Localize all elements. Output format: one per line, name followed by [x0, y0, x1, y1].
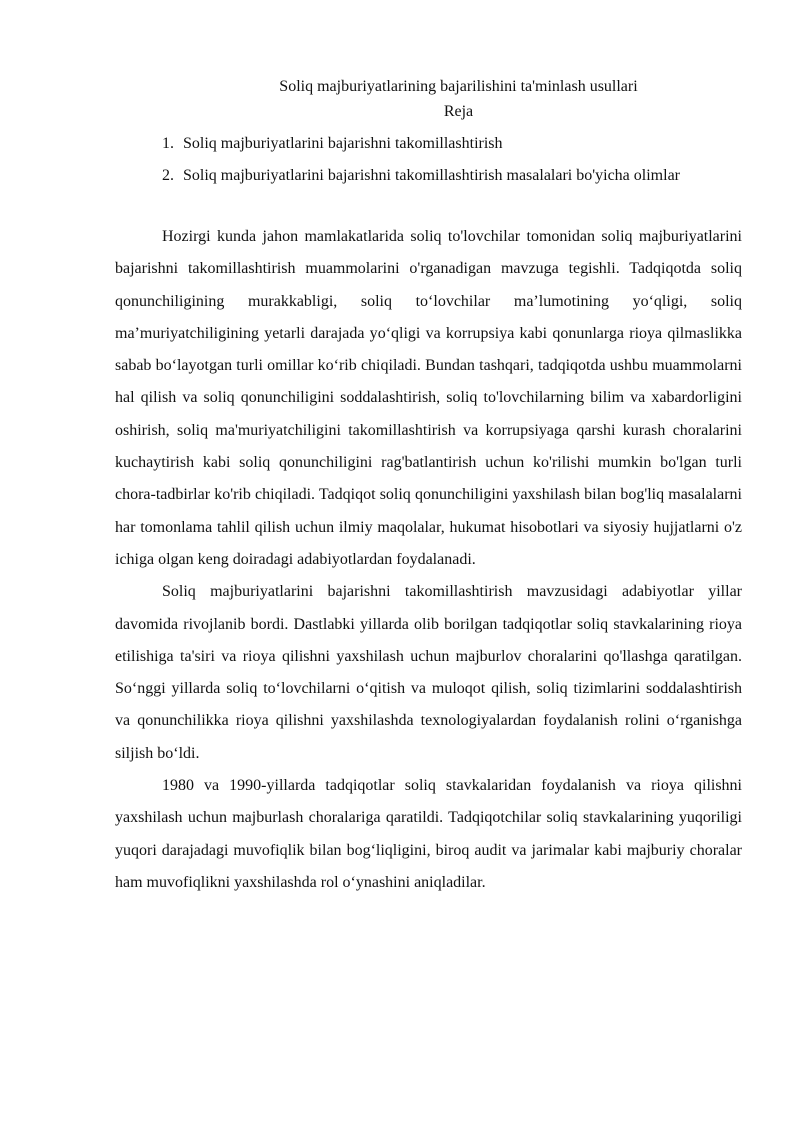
- body-paragraph: Soliq majburiyatlarini bajarishni takomillashtirish mavzusidagi adabiyotlar yillar davomida rivojlanib bordi. Dastlabki yillarda olib borilgan tadqiqotlar soliq stavkalarining rioya etilishiga ta'siri va rioya qilishni yaxshilash uchun majburlov choralarini qo'llashga qaratilgan. So‘nggi yillarda soliq to‘lovchilarni o‘qitish va muloqot qilish, soliq tizimlarini soddalashtirish va qonunchilikka rioya qilishni yaxshilashda texnologiyalardan foydalanish rolini o‘rganishga siljish bo‘ldi.: [115, 583, 742, 762]
- body-paragraph: Hozirgi kunda jahon mamlakatlarida soliq to'lovchilar tomonidan soliq majburiyatlarini bajarishni takomillashtirish muammolarini o'rganadigan mavzuga tegishli. Tadqiqotda soliq qonunchiligining murakkabligi, soliq to‘lovchilar ma’lumotining yo‘qligi, soliq ma’muriyatchiligining yetarli darajada yo‘qligi va korrupsiya kabi qonunlarga rioya qilmaslikka sabab bo‘layotgan turli omillar ko‘rib chiqiladi. Bundan tashqari, tadqiqotda ushbu muammolarni hal qilish va soliq qonunchiligini soddalashtirish, soliq to'lovchilarning bilim va xabardorligini oshirish, soliq ma'muriyatchiligini takomillashtirish va korrupsiyaga qarshi kurash choralarini kuchaytirish kabi soliq qonunchiligini rag'batlantirish uchun ko'rilishi mumkin bo'lgan turli chora-tadbirlar ko'rib chiqiladi. Tadqiqot soliq qonunchiligini yaxshilash bilan bog'liq masalalarni har tomonlama tahlil qilish uchun ilmiy maqolalar, hukumat hisobotlari va siyosiy hujjatlarni o'z ichiga olgan keng doiradagi adabiyotlardan foydalanadi.: [115, 228, 742, 568]
- spacer: [115, 192, 742, 221]
- plan-item-text: Soliq majburiyatlarini bajarishni takomillashtirish: [183, 135, 503, 152]
- document-subtitle: Reja: [443, 103, 474, 120]
- plan-item-number: 1.: [162, 135, 174, 152]
- plan-list: [115, 128, 742, 192]
- document-page: [115, 74, 742, 899]
- plan-item: [115, 160, 742, 192]
- plan-item-number: 2.: [162, 167, 174, 184]
- plan-item-text: Soliq majburiyatlarini bajarishni takomillashtirish masalalari bo'yicha olimlar: [183, 167, 680, 184]
- plan-item: [115, 128, 742, 160]
- document-title: Soliq majburiyatlarining bajarilishini ta'minlash usullari: [279, 78, 638, 95]
- body-paragraph: 1980 va 1990-yillarda tadqiqotlar soliq stavkalaridan foydalanish va rioya qilishni yaxshilash uchun majburlash choralariga qaratildi. Tadqiqotchilar soliq stavkalarining yuqoriligi yuqori darajadagi muvofiqlik bilan bog‘liqligini, biroq audit va jarimalar kabi majburiy choralar ham muvofiqlikni yaxshilashda rol o‘ynashini aniqladilar.: [115, 777, 742, 891]
